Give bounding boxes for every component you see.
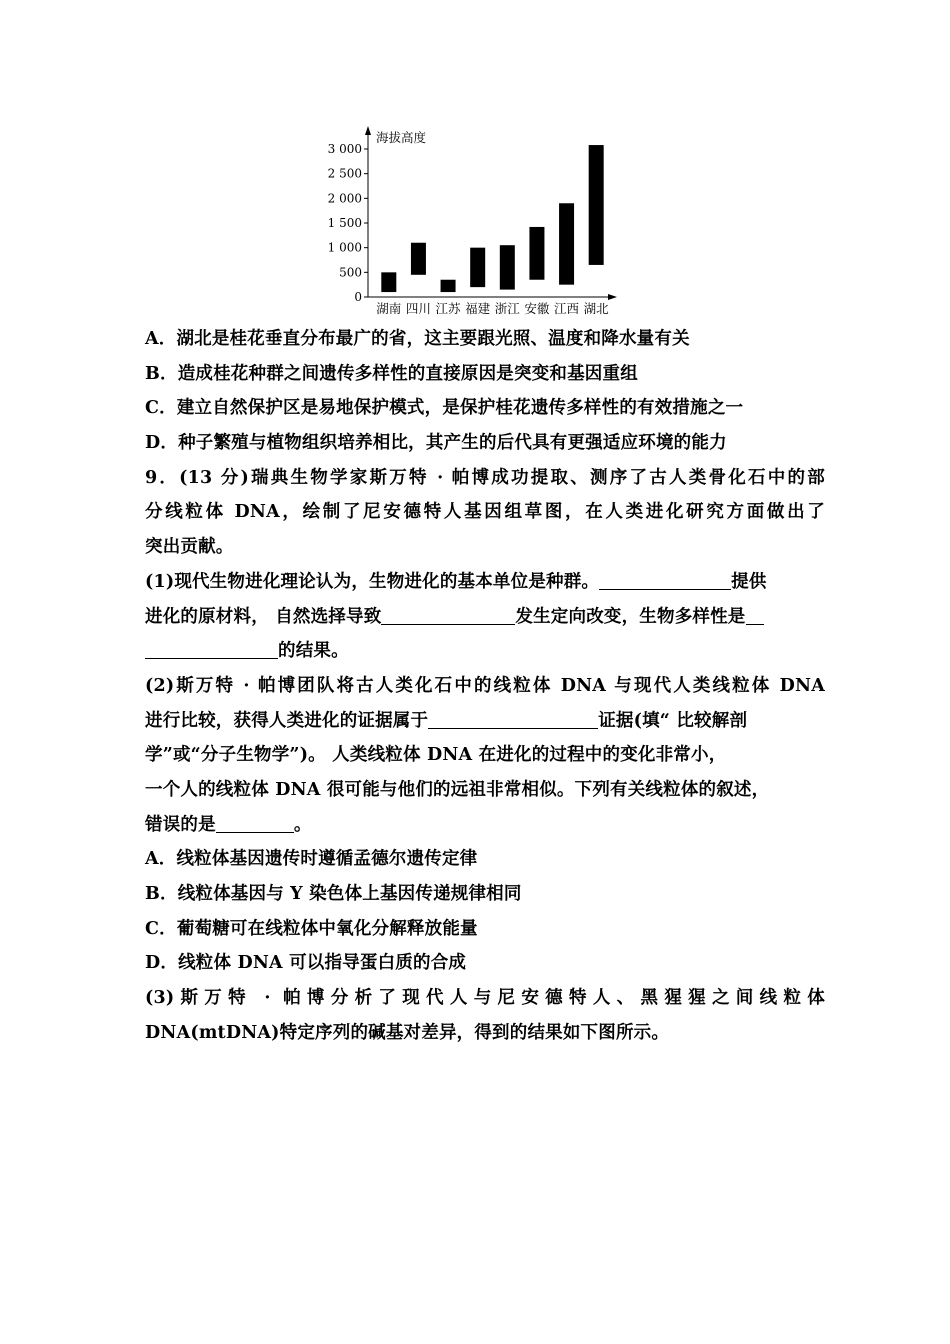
q9-part2-line-4: 一个人的线粒体 DNA 很可能与他们的远祖非常相似。下列有关线粒体的叙述， <box>145 779 770 800</box>
answer-blank-4[interactable] <box>428 708 598 729</box>
q8-option-c: C．建立自然保护区是易地保护模式，是保护桂花遗传多样性的有效措施之一 <box>145 398 744 419</box>
bar-安徽 <box>529 227 544 280</box>
y-tick-label: 2 500 <box>327 166 362 181</box>
question-text <box>145 322 825 1050</box>
y-tick-label: 0 <box>354 290 362 304</box>
answer-blank-5[interactable] <box>216 812 294 833</box>
chart-bars <box>381 145 603 292</box>
q9-intro-line-3: 突出贡献。 <box>145 537 234 558</box>
q9-option-b: B．线粒体基因与 Y 染色体上基因传递规律相同 <box>145 884 522 904</box>
q8-option-b: B．造成桂花种群之间遗传多样性的直接原因是突变和基因重组 <box>145 363 638 384</box>
q8-option-a: A．湖北是桂花垂直分布最广的省，这主要跟光照、温度和降水量有关 <box>145 329 690 349</box>
q9-part1-text-e: 的结果。 <box>278 641 349 662</box>
answer-blank-3b[interactable] <box>145 638 278 659</box>
bar-福建 <box>470 248 485 287</box>
bar-江西 <box>559 203 574 284</box>
x-tick-label: 湖南 <box>376 301 402 316</box>
x-tick-label: 浙江 <box>494 301 520 316</box>
bar-湖南 <box>381 272 396 292</box>
chart-y-ticks <box>328 142 368 304</box>
q9-part1-line-1 <box>145 565 825 600</box>
q9-part1-text-a: (1)现代生物进化理论认为，生物进化的基本单位是种群。 <box>145 571 600 592</box>
q9-part2-line-1: (2)斯万特 · 帕博团队将古人类化石中的线粒体 DNA 与现代人类线粒体 DNA <box>145 675 825 696</box>
q9-part1-text-d: 发生定向改变，生物多样性是 <box>515 606 746 627</box>
q9-part2-text-c: 错误的是 <box>145 814 216 835</box>
y-axis-arrow <box>365 126 371 135</box>
q9-intro-line-2: 分线粒体 DNA，绘制了尼安德特人基因组草图，在人类进化研究方面做出了 <box>145 502 825 523</box>
x-tick-label: 湖北 <box>583 301 609 316</box>
bar-湖北 <box>589 145 604 265</box>
answer-blank-1[interactable] <box>599 569 731 590</box>
answer-blank-2[interactable] <box>381 604 515 625</box>
x-tick-label: 福建 <box>465 301 491 316</box>
x-tick-label: 安徽 <box>524 301 550 316</box>
q9-part2-line-2 <box>145 704 825 739</box>
y-axis-label: 海拔高度 <box>376 130 427 145</box>
q9-part2-text-d: 。 <box>293 814 312 835</box>
chart-axes <box>365 126 617 300</box>
chart-x-labels <box>376 301 609 316</box>
y-tick-label: 2 000 <box>327 191 362 206</box>
y-tick-label: 1 000 <box>327 240 362 255</box>
altitude-bar-chart <box>320 118 620 318</box>
q9-part1-text-b: 提供 <box>731 571 767 592</box>
q9-part2-line-5 <box>145 808 825 843</box>
q9-option-d: D．线粒体 DNA 可以指导蛋白质的合成 <box>145 953 467 974</box>
x-axis-arrow <box>608 294 617 300</box>
q9-option-a: A．线粒体基因遗传时遵循孟德尔遗传定律 <box>145 849 478 870</box>
q9-part2-line-3: 学”或“分子生物学”)。 人类线粒体 DNA 在进化的过程中的变化非常小， <box>145 745 727 766</box>
q9-part3-line-1: (3)斯万特 · 帕博分析了现代人与尼安德特人、黑猩猩之间线粒体 <box>145 988 825 1009</box>
y-tick-label: 3 000 <box>327 142 362 156</box>
y-tick-label: 500 <box>339 265 362 280</box>
bar-江苏 <box>441 280 456 292</box>
answer-blank-3a[interactable] <box>746 604 764 625</box>
q8-option-d: D．种子繁殖与植物组织培养相比，其产生的后代具有更强适应环境的能力 <box>145 433 727 454</box>
q9-part2-text-a: 进行比较，获得人类进化的证据属于 <box>145 710 429 731</box>
x-tick-label: 江西 <box>554 301 580 316</box>
x-tick-label: 江苏 <box>435 301 461 316</box>
x-tick-label: 四川 <box>405 301 431 316</box>
bar-四川 <box>411 243 426 275</box>
q9-part1-line-2 <box>145 600 825 635</box>
q9-intro-line-1: 9．(13 分)瑞典生物学家斯万特 · 帕博成功提取、测序了古人类骨化石中的部 <box>145 467 825 488</box>
q9-part1-line-3 <box>145 634 825 669</box>
bar-浙江 <box>500 245 515 289</box>
q9-part2-text-b: 证据(填“ 比较解剖 <box>598 710 748 731</box>
q9-part1-text-c: 进化的原材料， 自然选择导致 <box>145 606 382 627</box>
q9-part3-line-2: DNA(mtDNA)特定序列的碱基对差异，得到的结果如下图所示。 <box>145 1022 670 1043</box>
q9-option-c: C．葡萄糖可在线粒体中氧化分解释放能量 <box>145 918 478 939</box>
y-tick-label: 1 500 <box>327 216 362 230</box>
